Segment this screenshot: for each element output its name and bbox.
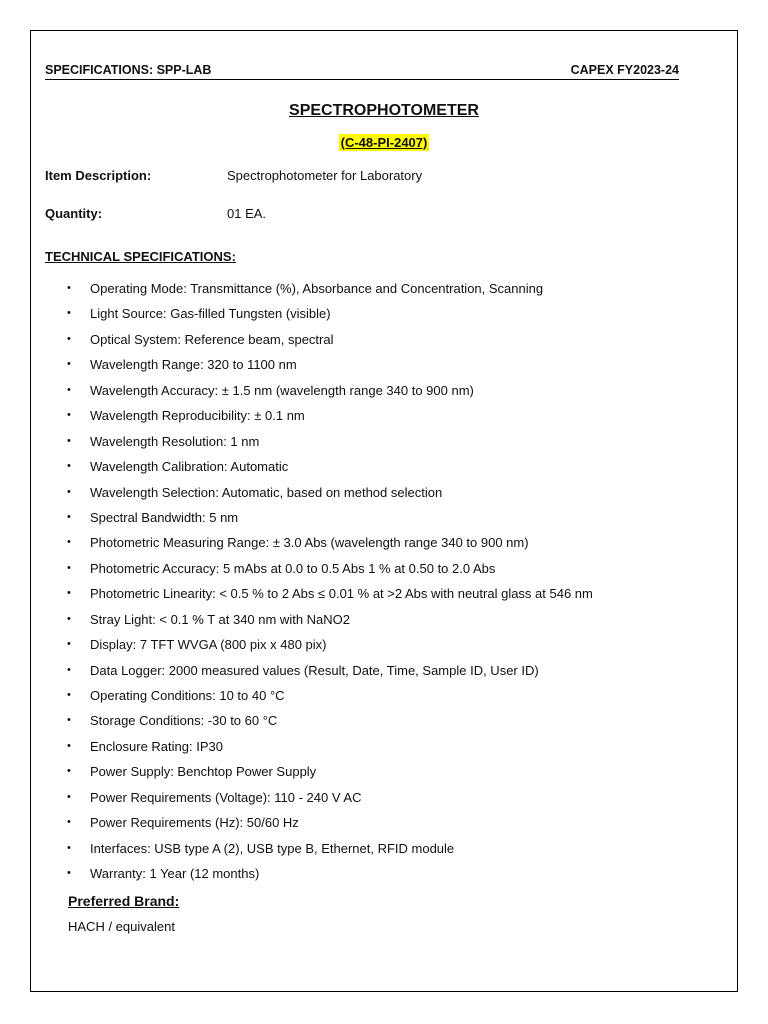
spec-item xyxy=(0,458,768,483)
item-description-value: Spectrophotometer for Laboratory xyxy=(227,168,423,183)
spec-item-text: Wavelength Calibration: Automatic xyxy=(90,459,289,475)
spec-item-text: Photometric Accuracy: 5 mAbs at 0.0 to 0.5 Abs 1 % at 0.50 to 2.0 Abs xyxy=(90,560,496,576)
quantity-value: 01 EA. xyxy=(227,206,267,221)
spec-item xyxy=(0,382,768,407)
spec-item-text: Power Requirements (Hz): 50/60 Hz xyxy=(90,815,299,831)
bullet-icon: • xyxy=(67,510,71,523)
spec-item xyxy=(0,738,768,763)
document-code-wrap xyxy=(0,134,768,152)
bullet-icon: • xyxy=(67,561,71,574)
spec-item-text: Operating Mode: Transmittance (%), Absorbance and Concentration, Scanning xyxy=(90,281,544,296)
spec-item xyxy=(0,662,768,687)
preferred-brand-heading: Preferred Brand: xyxy=(68,893,180,909)
technical-specifications-heading: TECHNICAL SPECIFICATIONS: xyxy=(45,249,236,264)
bullet-icon: • xyxy=(67,841,71,854)
bullet-icon: • xyxy=(67,409,71,422)
spec-item xyxy=(0,305,768,330)
spec-item-text: Stray Light: < 0.1 % T at 340 nm with NaNO2 xyxy=(90,611,351,627)
spec-item xyxy=(0,636,768,661)
spec-item-text: Interfaces: USB type A (2), USB type B, Ethernet, RFID module xyxy=(90,840,455,856)
spec-item xyxy=(0,484,768,509)
quantity-label: Quantity: xyxy=(45,206,103,221)
bullet-icon: • xyxy=(67,689,71,701)
bullet-icon: • xyxy=(67,587,71,600)
spec-item-text: Warranty: 1 Year (12 months) xyxy=(90,866,260,882)
bullet-icon: • xyxy=(67,867,71,880)
spec-item-text: Display: 7 TFT WVGA (800 pix x 480 pix) xyxy=(90,637,327,653)
bullet-icon: • xyxy=(67,536,71,549)
bullet-icon: • xyxy=(67,638,71,651)
spec-item-text: Power Requirements (Voltage): 110 - 240 V AC xyxy=(90,789,362,805)
spec-item-text: Wavelength Range: 320 to 1100 nm xyxy=(90,357,297,373)
spec-item xyxy=(0,687,768,712)
spec-item-text: Power Supply: Benchtop Power Supply xyxy=(90,764,317,780)
bullet-icon: • xyxy=(67,460,71,473)
spec-item xyxy=(0,814,768,839)
spec-item xyxy=(0,560,768,585)
bullet-icon: • xyxy=(67,434,71,447)
spec-item xyxy=(0,356,768,381)
spec-item-text: Photometric Linearity: < 0.5 % to 2 Abs ≤ 0.01 % at >2 Abs with neutral glass at 546 nm xyxy=(90,586,593,602)
spec-item-text: Wavelength Selection: Automatic, based on method selection xyxy=(90,484,443,500)
spec-item-text: Wavelength Resolution: 1 nm xyxy=(90,433,260,449)
header-row xyxy=(45,63,679,80)
spec-item-text: Photometric Measuring Range: ± 3.0 Abs (wavelength range 340 to 900 nm) xyxy=(90,535,529,551)
bullet-icon: • xyxy=(67,663,71,676)
header-right: CAPEX FY2023-24 xyxy=(570,63,679,77)
preferred-brand-value: HACH / equivalent xyxy=(68,919,175,934)
spec-item xyxy=(0,509,768,534)
spec-item xyxy=(0,433,768,458)
bullet-icon: • xyxy=(67,765,71,778)
spec-item-text: Data Logger: 2000 measured values (Result, Date, Time, Sample ID, User ID) xyxy=(90,662,539,678)
bullet-icon: • xyxy=(67,358,71,371)
spec-item xyxy=(0,712,768,737)
bullet-icon: • xyxy=(67,816,71,829)
spec-item-text: Wavelength Accuracy: ± 1.5 nm (wavelength range 340 to 900 nm) xyxy=(90,382,474,398)
item-description-label: Item Description: xyxy=(45,168,152,183)
spec-item xyxy=(0,534,768,559)
spec-item xyxy=(0,611,768,636)
document-code: (C-48-PI-2407) xyxy=(340,135,428,150)
bullet-icon: • xyxy=(67,307,71,320)
spec-item xyxy=(0,840,768,865)
spec-item xyxy=(0,585,768,610)
document-title: SPECTROPHOTOMETER xyxy=(289,102,479,119)
spec-item-text: Storage Conditions: -30 to 60 °C xyxy=(90,713,278,729)
spec-item xyxy=(0,763,768,788)
spec-item-text: Operating Conditions: 10 to 40 °C xyxy=(90,688,285,703)
spec-item xyxy=(0,407,768,432)
bullet-icon: • xyxy=(67,612,71,625)
spec-item xyxy=(0,865,768,890)
bullet-icon: • xyxy=(67,383,71,396)
spec-item xyxy=(0,789,768,814)
spec-item-text: Enclosure Rating: IP30 xyxy=(90,738,223,754)
spec-item-text: Spectral Bandwidth: 5 nm xyxy=(90,509,239,525)
spec-item xyxy=(0,331,768,356)
bullet-icon: • xyxy=(67,332,71,345)
bullet-icon: • xyxy=(67,790,71,803)
technical-specifications-list xyxy=(0,280,768,891)
bullet-icon: • xyxy=(67,282,71,294)
header-left: SPECIFICATIONS: SPP-LAB xyxy=(45,63,212,77)
spec-item-text: Light Source: Gas-filled Tungsten (visible) xyxy=(90,306,331,322)
spec-item-text: Optical System: Reference beam, spectral xyxy=(90,331,334,347)
bullet-icon: • xyxy=(67,739,71,752)
spec-item xyxy=(0,280,768,305)
bullet-icon: • xyxy=(67,714,71,727)
bullet-icon: • xyxy=(67,485,71,498)
spec-item-text: Wavelength Reproducibility: ± 0.1 nm xyxy=(90,408,305,424)
